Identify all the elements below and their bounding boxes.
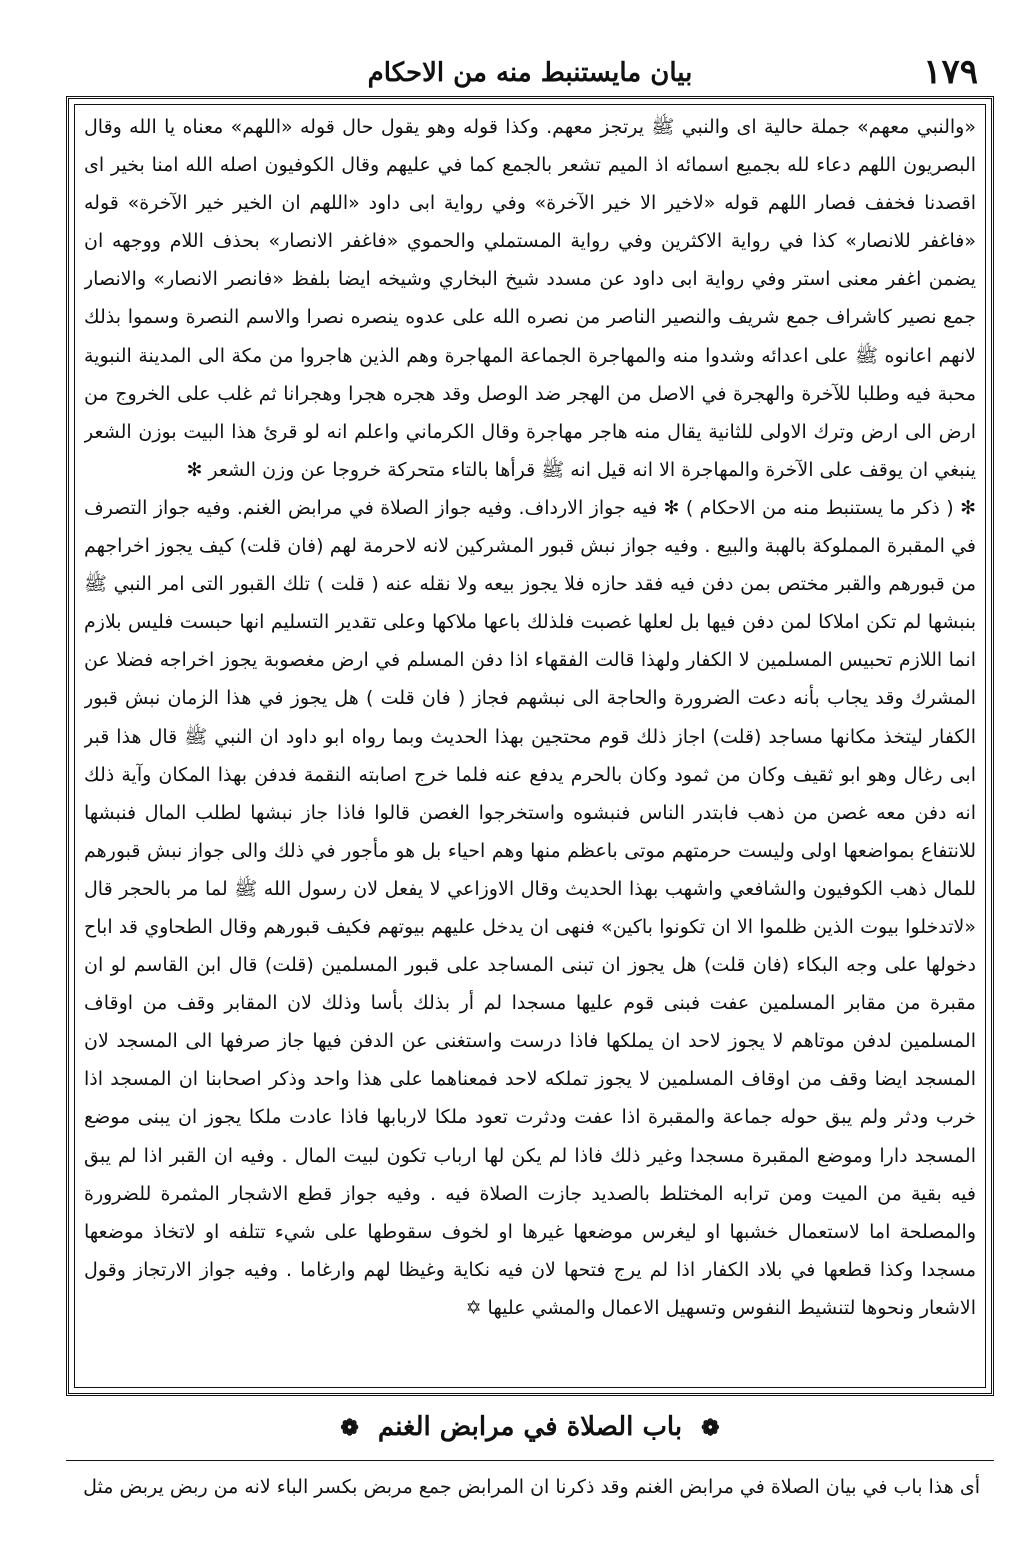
commentary-paragraph: «والنبي معهم» جملة حالية اى والنبي ﷺ يرتجز معهم. وكذا قوله وهو يقول حال قوله «اللهم» معناه يا الله وقال البصريون اللهم دعاء لله بجميع اسمائه اذ الميم تشعر بالجمع كما في عليهم وقال الكوفيون اصله الله امنا بخير اى اقصدنا فخفف فصار اللهم قوله «لاخير الا خير الآخرة» وفي رواية ابى داود «اللهم ان الخير خير الآخرة» قوله «فاغفر للانصار» كذا في رواية الاكثرين وفي رواية المستملي والحموي «فاغفر الانصار» بحذف اللام ووجهه ان يضمن اغفر معنى استر وفي رواية ابى داود عن مسدد شيخ البخاري وشيخه ايضا بلفظ «فانصر الانصار» والانصار جمع نصير كاشراف جمع شريف والنصير الناصر من نصره الله على عدوه ينصره نصرا والاسم النصرة وسموا بذلك لانهم اعانوه ﷺ على اعدائه وشدوا منه والمهاجرة الجماعة المهاجرة وهم الذين هاجروا من مكة الى المدينة النبوية محبة فيه وطلبا للآخرة والهجرة في الاصل من الهجر ضد الوصل وقد هجره هجرا وهجرانا ثم غلب على الخروج من ارض الى ارض وترك الاولى للثانية يقال منه هاجر مهاجرة وقال الكرماني واعلم انه لو قرئ هذا البيت بوزن الشعر ينبغي ان يوقف على الآخرة والمهاجرة الا انه قيل انه ﷺ قرأها بالتاء متحركة خروجا عن وزن الشعر ✻	[84, 116, 976, 481]
commentary-body	[84, 108, 976, 1390]
page-header	[60, 50, 1000, 98]
ornament-icon: ❁	[701, 1415, 720, 1441]
chapter-text: أى هذا باب في بيان الصلاة في مرابض الغنم وقد ذكرنا ان المرابض جمع مربض بكسر الباء لانه من ربض يربض مثل	[83, 1476, 980, 1498]
chapter-heading-text: باب الصلاة في مرابض الغنم	[377, 1412, 683, 1442]
chapter-heading	[66, 1412, 994, 1456]
running-title: بيان مايستنبط منه من الاحكام	[367, 58, 693, 88]
ornament-icon: ❁	[340, 1415, 359, 1441]
commentary-paragraph: ✻ ( ذكر ما يستنبط منه من الاحكام ) ✻ فيه جواز الارداف. وفيه جواز الصلاة في مرابض الغنم. وفيه جواز التصرف في المقبرة المملوكة بالهبة والبيع . وفيه جواز نبش قبور المشركين لانه لاحرمة لهم (فان قلت) كيف يجوز اخراجهم من قبورهم والقبر مختص بمن دفن فيه فقد حازه فلا يجوز بيعه ولا نقله عنه ( قلت ) تلك القبور التى امر النبي ﷺ بنبشها لم تكن املاكا لمن دفن فيها بل لعلها غصبت فلذلك باعها ملاكها وعلى تقدير التسليم انها حبست فليس بلازم انما اللازم تحبيس المسلمين لا الكفار ولهذا قالت الفقهاء اذا دفن المسلم في ارض مغصوبة يجوز اخراجه فضلا عن المشرك وقد يجاب بأنه دعت الضرورة والحاجة الى نبشهم فجاز ( فان قلت ) هل يجوز في هذا الزمان نبش قبور الكفار ليتخذ مكانها مساجد (قلت) اجاز ذلك قوم محتجين بهذا الحديث وبما رواه ابو داود ان النبي ﷺ قال هذا قبر ابى رغال وهو ابو ثقيف وكان من ثمود وكان بالحرم يدفع عنه فلما خرج اصابته النقمة فدفن بهذا المكان وآية ذلك انه دفن معه غصن من ذهب فابتدر الناس فنبشوه واستخرجوا الغصن قالوا فاذا جاز نبشها لطلب المال فنبشها للانتفاع بمواضعها اولى وليست حرمتهم موتى باعظم منها وهم احياء بل هو مأجور في ذلك والى جواز نبش قبورهم للمال ذهب الكوفيون والشافعي واشهب بهذا الحديث وقال الاوزاعي لا يفعل لان رسول الله ﷺ لما مر بالحجر قال «لاتدخلوا بيوت الذين ظلموا الا ان تكونوا باكين» فنهى ان يدخل عليهم بيوتهم فكيف قبورهم وقال الطحاوي قد اباح دخولها على وجه البكاء (فان قلت) هل يجوز ان تبنى المساجد على قبور المسلمين (قلت) قال ابن القاسم لو ان مقبرة من مقابر المسلمين عفت فبنى قوم عليها مسجدا لم أر بذلك بأسا وذلك لان المقابر وقف من اوقاف المسلمين لدفن موتاهم لا يجوز لاحد ان يملكها فاذا درست واستغنى عن الدفن فيها جاز صرفها الى المسجد لان المسجد ايضا وقف من اوقاف المسلمين لا يجوز تملكه لاحد فمعناهما على هذا واحد وذكر اصحابنا ان المسجد اذا خرب ودثر ولم يبق حوله جماعة والمقبرة اذا عفت ودثرت تعود ملكا لاربابها فاذا عادت ملكا يجوز ان يبنى موضع المسجد دارا وموضع المقبرة مسجدا وغير ذلك فاذا لم يكن لها ارباب تكون لبيت المال . وفيه ان القبر اذا لم يبق فيه بقية من الميت ومن ترابه المختلط بالصديد جازت الصلاة فيه . وفيه جواز قطع الاشجار المثمرة للضرورة والمصلحة اما لاستعمال خشبها او ليغرس موضعها غيرها او لخوف سقوطها على شيء تتلفه او لاتخاذ موضعها مسجدا وكذا قطعها في بلاد الكفار اذا لم يرج فتحها لان فيه نكاية وغيظا لهم وارغاما . وفيه جواز الارتجاز وقول الاشعار ونحوها لتنشيط النفوس وتسهيل الاعمال والمشي عليها ✡	[84, 496, 976, 1319]
divider	[66, 1460, 994, 1461]
page-number: ١٧٩	[923, 52, 978, 92]
